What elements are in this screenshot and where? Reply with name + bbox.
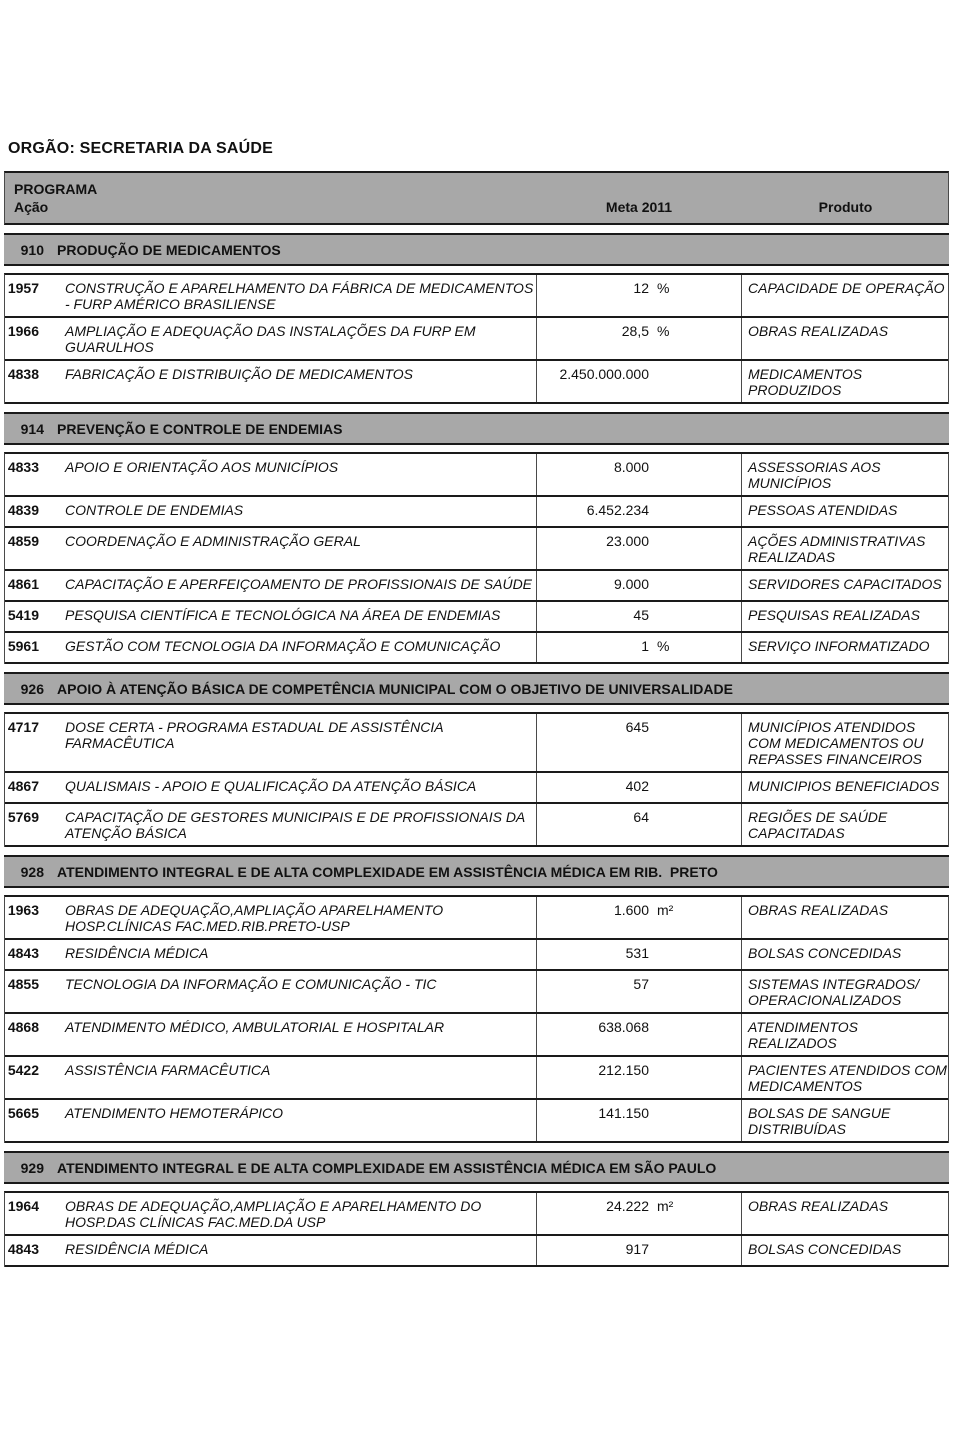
action-description: ATENDIMENTO MÉDICO, AMBULATORIAL E HOSPITALAR [65,1019,445,1035]
action-description: RESIDÊNCIA MÉDICA [65,1241,209,1257]
meta-value: 2.450.000.000 [559,366,649,382]
meta-cell [536,275,741,316]
action-description: CAPACITAÇÃO DE GESTORES MUNICIPAIS E DE PROFISSIONAIS DA ATENÇÃO BÁSICA [65,809,525,841]
action-code: 4843 [7,1241,39,1257]
header-programa: PROGRAMA [14,181,98,197]
product-cell: PESQUISAS REALIZADAS [741,602,948,631]
product-cell: SERVIDORES CAPACITADOS [741,571,948,600]
table-row [5,318,948,361]
meta-cell [536,602,741,631]
program-section-bar [4,233,949,266]
actions-table [4,712,949,847]
program-code: 926 [20,680,44,697]
product-cell: MUNICÍPIOS ATENDIDOS COM MEDICAMENTOS OU REPASSES FINANCEIROS [741,714,948,771]
table-row [5,1236,948,1267]
meta-value: 6.452.234 [586,502,649,518]
meta-value: 1 [641,638,649,654]
program-section [4,412,949,664]
header-meta-2011: Meta 2011 [605,199,673,215]
action-description: OBRAS DE ADEQUAÇÃO,AMPLIAÇÃO E APARELHAMENTO DO HOSP.DAS CLÍNICAS FAC.MED.DA USP [65,1198,482,1230]
program-table [4,171,949,1267]
meta-cell [536,897,741,938]
meta-cell [536,1193,741,1234]
program-section-bar [4,855,949,888]
table-row [5,571,948,602]
action-description: CONSTRUÇÃO E APARELHAMENTO DA FÁBRICA DE MEDICAMENTOS - FURP AMÉRICO BRASILIENSE [65,280,534,312]
meta-cell [536,1236,741,1265]
product-cell: SERVIÇO INFORMATIZADO [741,633,948,662]
table-row [5,804,948,847]
meta-value: 141.150 [598,1105,649,1121]
table-row [5,971,948,1014]
action-code: 5961 [7,638,39,654]
table-row [5,361,948,404]
meta-value: 8.000 [613,459,649,475]
product-cell: ASSESSORIAS AOS MUNICÍPIOS [741,454,948,495]
action-description: ASSISTÊNCIA FARMACÊUTICA [65,1062,271,1078]
meta-cell [536,454,741,495]
meta-cell [536,1057,741,1098]
header-acao: Ação [14,199,49,215]
action-code: 4839 [7,502,39,518]
table-row [5,773,948,804]
meta-value: 531 [625,945,649,961]
meta-value: 9.000 [613,576,649,592]
product-cell: PESSOAS ATENDIDAS [741,497,948,526]
product-cell: BOLSAS CONCEDIDAS [741,940,948,969]
action-code: 4833 [7,459,39,475]
meta-cell [536,804,741,845]
meta-value: 23.000 [606,533,649,549]
program-title: ATENDIMENTO INTEGRAL E DE ALTA COMPLEXIDADE EM ASSISTÊNCIA MÉDICA EM RIB. PRETO [57,863,718,880]
meta-value: 212.150 [598,1062,649,1078]
action-code: 5769 [7,809,39,825]
table-row [5,497,948,528]
table-row [5,1193,948,1236]
meta-unit: % [657,638,670,654]
actions-table [4,273,949,404]
meta-unit: % [657,323,670,339]
table-row [5,275,948,318]
product-cell: OBRAS REALIZADAS [741,318,948,359]
table-row [5,528,948,571]
meta-unit: % [657,280,670,296]
table-row [5,897,948,940]
meta-cell [536,971,741,1012]
product-cell: CAPACIDADE DE OPERAÇÃO [741,275,948,316]
action-description: FABRICAÇÃO E DISTRIBUIÇÃO DE MEDICAMENTOS [65,366,413,382]
program-section-bar [4,672,949,705]
product-cell: REGIÕES DE SAÚDE CAPACITADAS [741,804,948,845]
product-cell: OBRAS REALIZADAS [741,897,948,938]
action-code: 5422 [7,1062,39,1078]
action-description: RESIDÊNCIA MÉDICA [65,945,209,961]
meta-value: 402 [625,778,649,794]
meta-unit: m² [657,902,674,918]
action-code: 4867 [7,778,39,794]
action-description: COORDENAÇÃO E ADMINISTRAÇÃO GERAL [65,533,361,549]
program-code: 929 [20,1159,44,1176]
actions-table [4,895,949,1143]
action-code: 5419 [7,607,39,623]
action-code: 1964 [7,1198,39,1214]
table-row [5,1014,948,1057]
action-description: QUALISMAIS - APOIO E QUALIFICAÇÃO DA ATENÇÃO BÁSICA [65,778,477,794]
program-title: PREVENÇÃO E CONTROLE DE ENDEMIAS [57,420,343,437]
action-code: 4843 [7,945,39,961]
meta-value: 64 [633,809,649,825]
action-code: 4838 [7,366,39,382]
table-header [4,171,949,225]
product-cell: BOLSAS DE SANGUE DISTRIBUÍDAS [741,1100,948,1141]
meta-unit: m² [657,1198,674,1214]
table-row [5,1100,948,1143]
meta-cell [536,714,741,771]
action-description: CAPACITAÇÃO E APERFEIÇOAMENTO DE PROFISSIONAIS DE SAÚDE [65,576,533,592]
table-row [5,602,948,633]
program-section-bar [4,412,949,445]
product-cell: MUNICIPIOS BENEFICIADOS [741,773,948,802]
header-produto: Produto [818,199,873,215]
program-title: ATENDIMENTO INTEGRAL E DE ALTA COMPLEXIDADE EM ASSISTÊNCIA MÉDICA EM SÃO PAULO [57,1159,717,1176]
program-section [4,855,949,1143]
meta-value: 45 [633,607,649,623]
product-cell: ATENDIMENTOS REALIZADOS [741,1014,948,1055]
product-cell: PACIENTES ATENDIDOS COM MEDICAMENTOS [741,1057,948,1098]
meta-cell [536,940,741,969]
meta-value: 645 [625,719,649,735]
product-cell: AÇÕES ADMINISTRATIVAS REALIZADAS [741,528,948,569]
program-code: 910 [20,241,44,258]
meta-cell [536,318,741,359]
action-description: CONTROLE DE ENDEMIAS [65,502,244,518]
action-code: 4855 [7,976,39,992]
action-code: 4717 [7,719,39,735]
program-section [4,1151,949,1267]
action-description: ATENDIMENTO HEMOTERÁPICO [65,1105,284,1121]
action-description: APOIO E ORIENTAÇÃO AOS MUNICÍPIOS [65,459,339,475]
program-title: PRODUÇÃO DE MEDICAMENTOS [57,241,281,258]
program-code: 928 [20,863,44,880]
table-row [5,714,948,773]
action-description: OBRAS DE ADEQUAÇÃO,AMPLIAÇÃO APARELHAMENTO HOSP.CLÍNICAS FAC.MED.RIB.PRETO-USP [65,902,444,934]
actions-table [4,452,949,664]
action-description: GESTÃO COM TECNOLOGIA DA INFORMAÇÃO E COMUNICAÇÃO [65,638,501,654]
meta-cell [536,633,741,662]
action-code: 1966 [7,323,39,339]
action-code: 4861 [7,576,39,592]
meta-value: 917 [625,1241,649,1257]
meta-cell [536,361,741,402]
meta-cell [536,1014,741,1055]
action-code: 4859 [7,533,39,549]
product-cell: BOLSAS CONCEDIDAS [741,1236,948,1265]
meta-cell [536,528,741,569]
meta-cell [536,497,741,526]
actions-table [4,1191,949,1267]
meta-value: 28,5 [621,323,649,339]
product-cell: OBRAS REALIZADAS [741,1193,948,1234]
action-description: AMPLIAÇÃO E ADEQUAÇÃO DAS INSTALAÇÕES DA FURP EM GUARULHOS [65,323,476,355]
meta-value: 24.222 [606,1198,649,1214]
table-row [5,454,948,497]
meta-value: 57 [633,976,649,992]
action-code: 5665 [7,1105,39,1121]
program-title: APOIO À ATENÇÃO BÁSICA DE COMPETÊNCIA MUNICIPAL COM O OBJETIVO DE UNIVERSALIDADE [57,680,733,697]
action-description: DOSE CERTA - PROGRAMA ESTADUAL DE ASSISTÊNCIA FARMACÊUTICA [65,719,444,751]
meta-cell [536,1100,741,1141]
product-cell: MEDICAMENTOS PRODUZIDOS [741,361,948,402]
action-code: 1963 [7,902,39,918]
action-code: 1957 [7,280,39,296]
page-title: ORGÃO: SECRETARIA DA SAÚDE [8,140,274,157]
table-row [5,633,948,664]
program-section [4,233,949,404]
table-row [5,940,948,971]
meta-value: 1.600 [613,902,649,918]
program-section [4,672,949,847]
program-section-bar [4,1151,949,1184]
sections-container [4,233,949,1267]
action-code: 4868 [7,1019,39,1035]
table-row [5,1057,948,1100]
product-cell: SISTEMAS INTEGRADOS/ OPERACIONALIZADOS [741,971,948,1012]
program-code: 914 [20,420,44,437]
action-description: PESQUISA CIENTÍFICA E TECNOLÓGICA NA ÁREA DE ENDEMIAS [65,607,501,623]
action-description: TECNOLOGIA DA INFORMAÇÃO E COMUNICAÇÃO - TIC [65,976,437,992]
meta-cell [536,773,741,802]
meta-value: 12 [633,280,649,296]
meta-value: 638.068 [598,1019,649,1035]
meta-cell [536,571,741,600]
